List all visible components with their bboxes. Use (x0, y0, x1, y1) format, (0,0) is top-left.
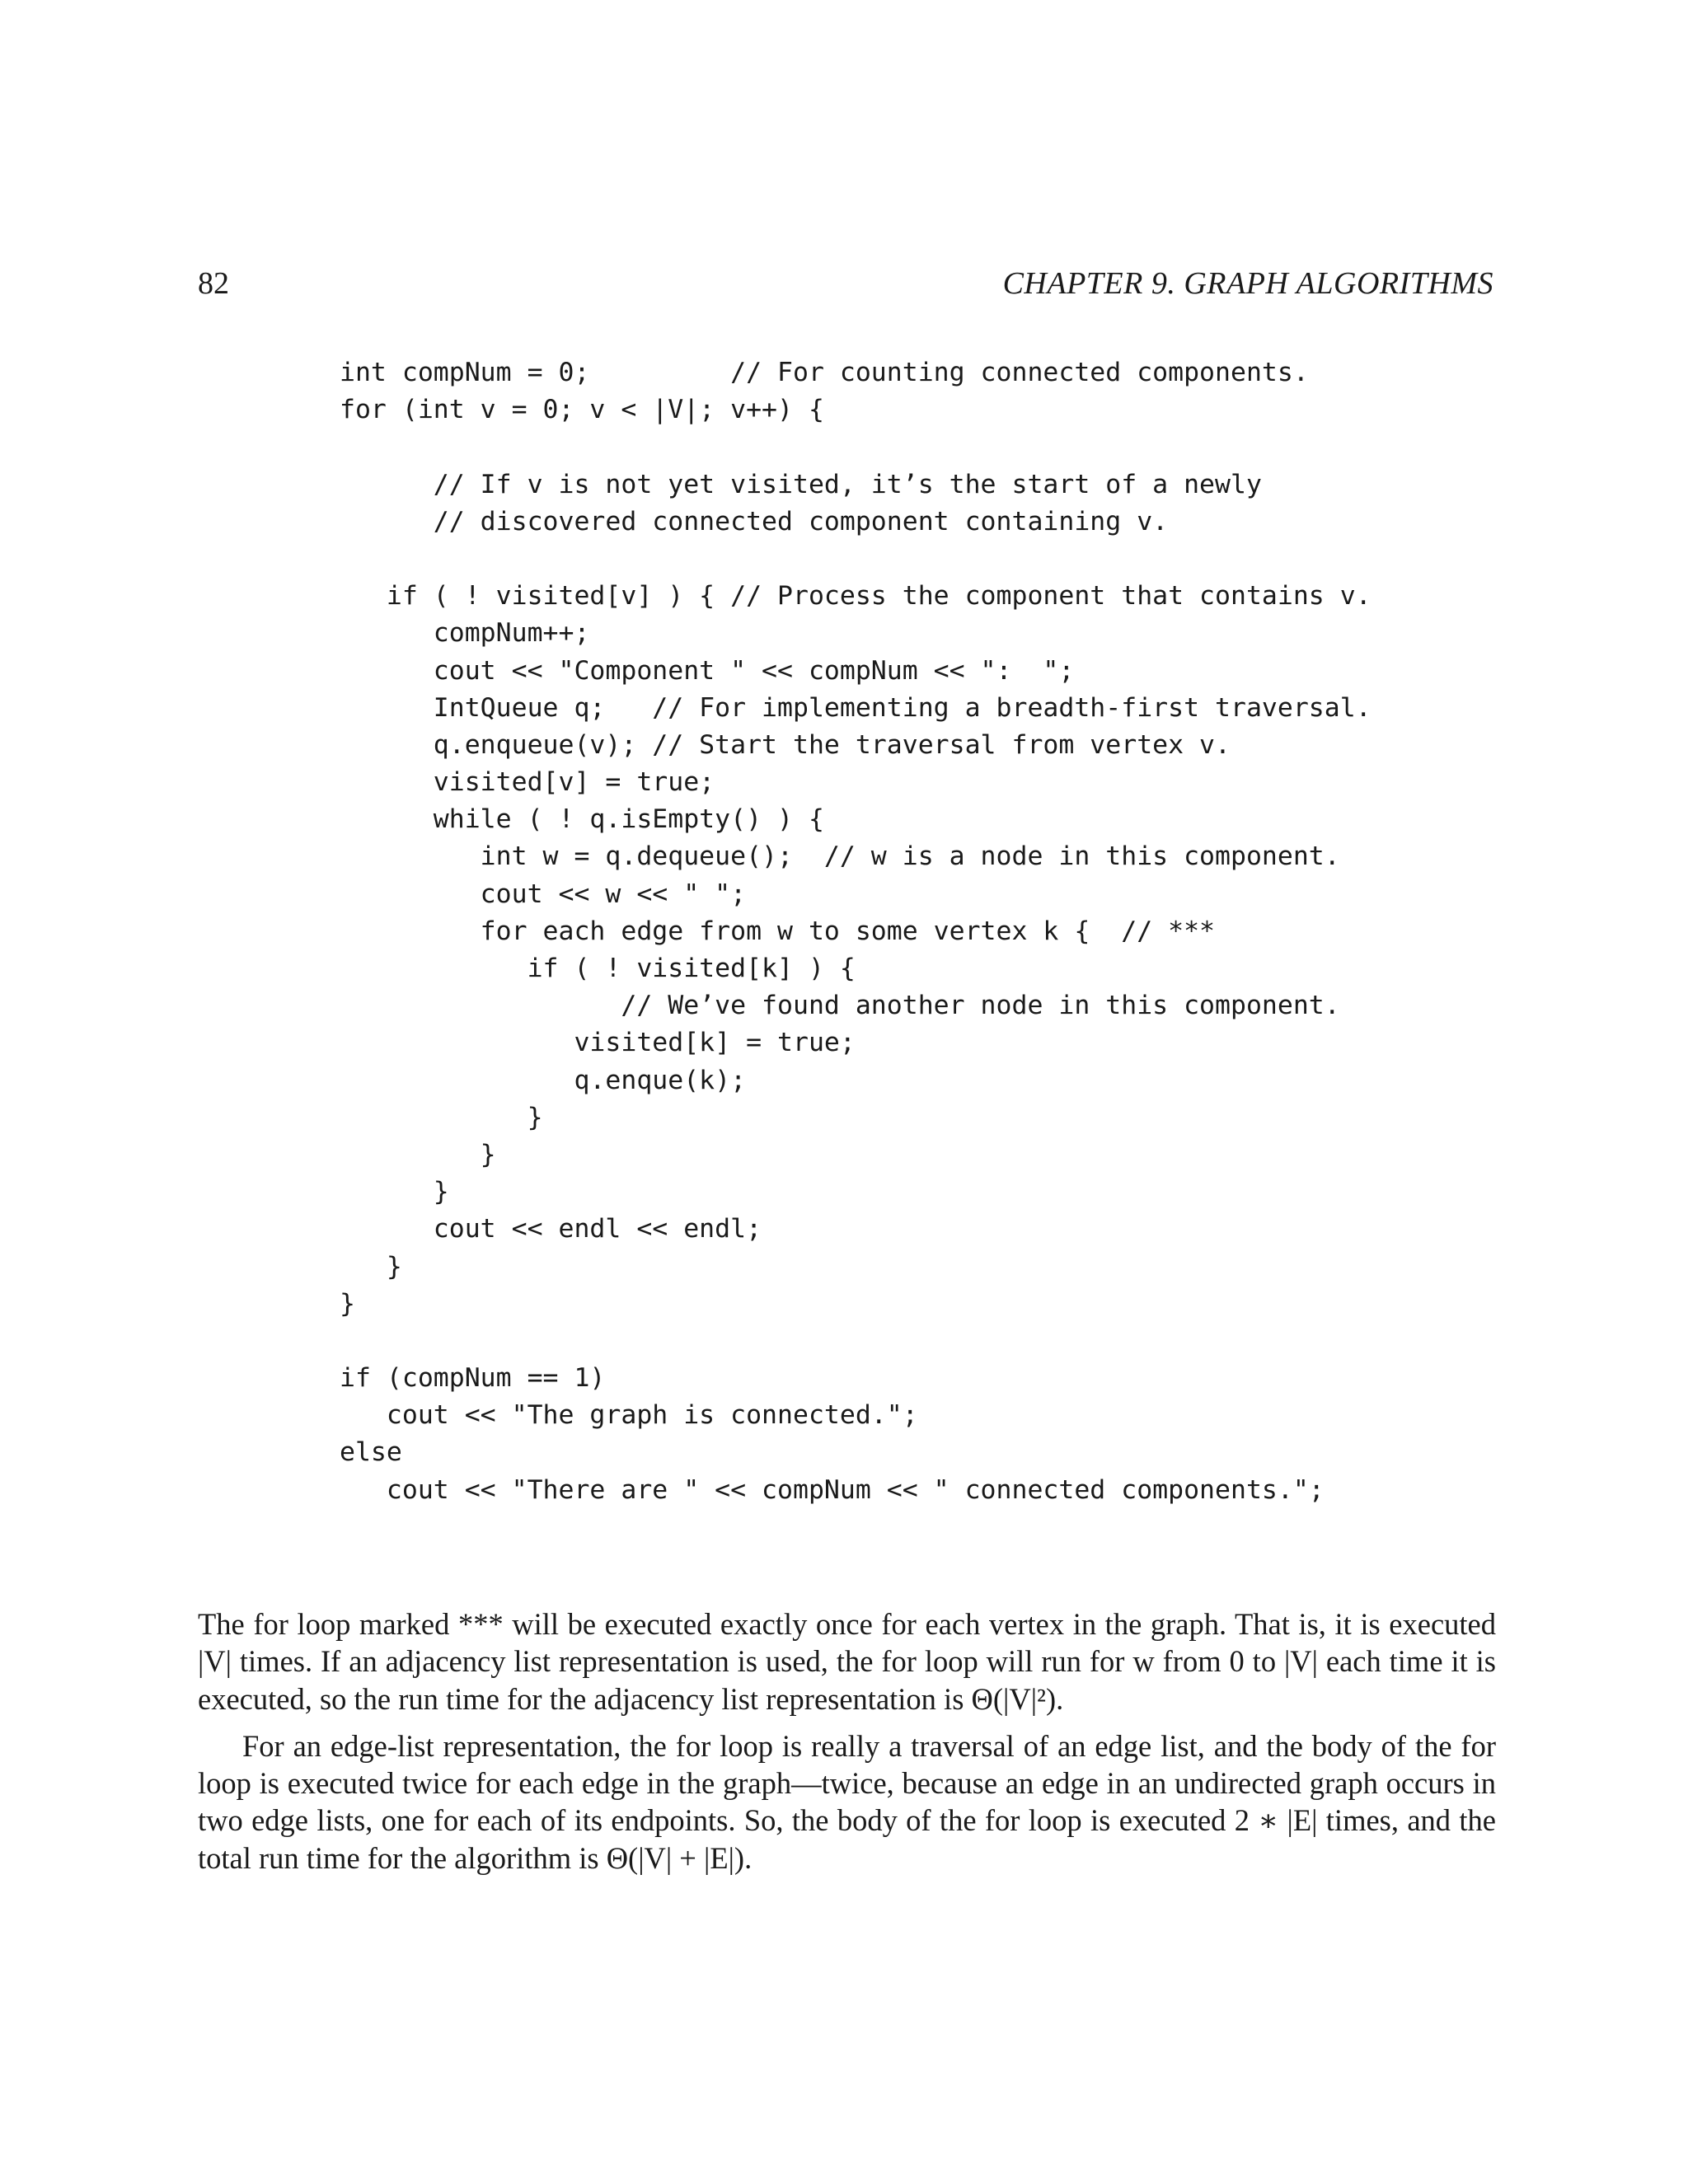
code-line: compNum++; (340, 618, 590, 649)
code-line: visited[v] = true; (340, 767, 715, 798)
code-line: for (int v = 0; v < |V|; v++) { (340, 395, 824, 425)
code-line: // If v is not yet visited, it’s the start of a newly (340, 469, 1262, 499)
code-line: // discovered connected component containing v. (340, 506, 1169, 537)
code-line: // We’ve found another node in this component. (340, 991, 1340, 1021)
code-line: IntQueue q; // For implementing a breadth-first traversal. (340, 692, 1372, 723)
code-line: q.enqueue(v); // Start the traversal from vertex v. (340, 729, 1231, 760)
code-line: } (340, 1288, 355, 1319)
code-line: cout << endl << endl; (340, 1214, 762, 1244)
code-line (340, 541, 1372, 578)
code-line: } (340, 1251, 402, 1282)
running-head: CHAPTER 9. GRAPH ALGORITHMS (1002, 266, 1493, 301)
code-line: for each edge from w to some vertex k { // *** (340, 916, 1216, 946)
code-listing (340, 354, 1372, 1509)
page-number: 82 (198, 266, 229, 301)
code-line: q.enque(k); (340, 1065, 747, 1095)
code-line: cout << "There are " << compNum << " connected components."; (340, 1474, 1325, 1505)
code-line: if ( ! visited[v] ) { // Process the component that contains v. (340, 581, 1372, 612)
code-line: else (340, 1437, 402, 1468)
code-line (340, 1323, 1372, 1360)
code-line: cout << "The graph is connected."; (340, 1400, 918, 1431)
paragraph-1: The for loop marked *** will be executed exactly once for each vertex in the graph. That is, it is executed |V| times. If an adjacency list representation is used, the for loop will run for w from 0 to |V| each time it is executed, so the run time for the adjacency list representation is Θ(|V|²). (198, 1607, 1496, 1716)
code-line: visited[k] = true; (340, 1028, 856, 1058)
code-line (340, 429, 1372, 466)
code-line: } (340, 1102, 543, 1132)
paragraph-2: For an edge-list representation, the for loop is really a traversal of an edge list, and the body of the for loop is executed twice for each edge in the graph—twice, because an edge in an undirected graph occurs in two edge lists, one for each of its endpoints. So, the body of the for loop is executed 2 ∗ |E| times, and the total run time for the algorithm is Θ(|V| + |E|). (198, 1728, 1496, 1875)
code-line: cout << w << " "; (340, 879, 747, 909)
code-line: } (340, 1139, 496, 1169)
page-header (198, 265, 1493, 305)
code-line: int w = q.dequeue(); // w is a node in this component. (340, 841, 1340, 872)
body-text (198, 1605, 1496, 1886)
code-line: while ( ! q.isEmpty() ) { (340, 804, 824, 835)
code-line: } (340, 1177, 449, 1207)
code-line: cout << "Component " << compNum << ": "; (340, 655, 1075, 686)
code-line: if ( ! visited[k] ) { (340, 954, 856, 983)
code-line: if (compNum == 1) (340, 1363, 606, 1394)
code-line: int compNum = 0; // For counting connected components. (340, 358, 1309, 387)
